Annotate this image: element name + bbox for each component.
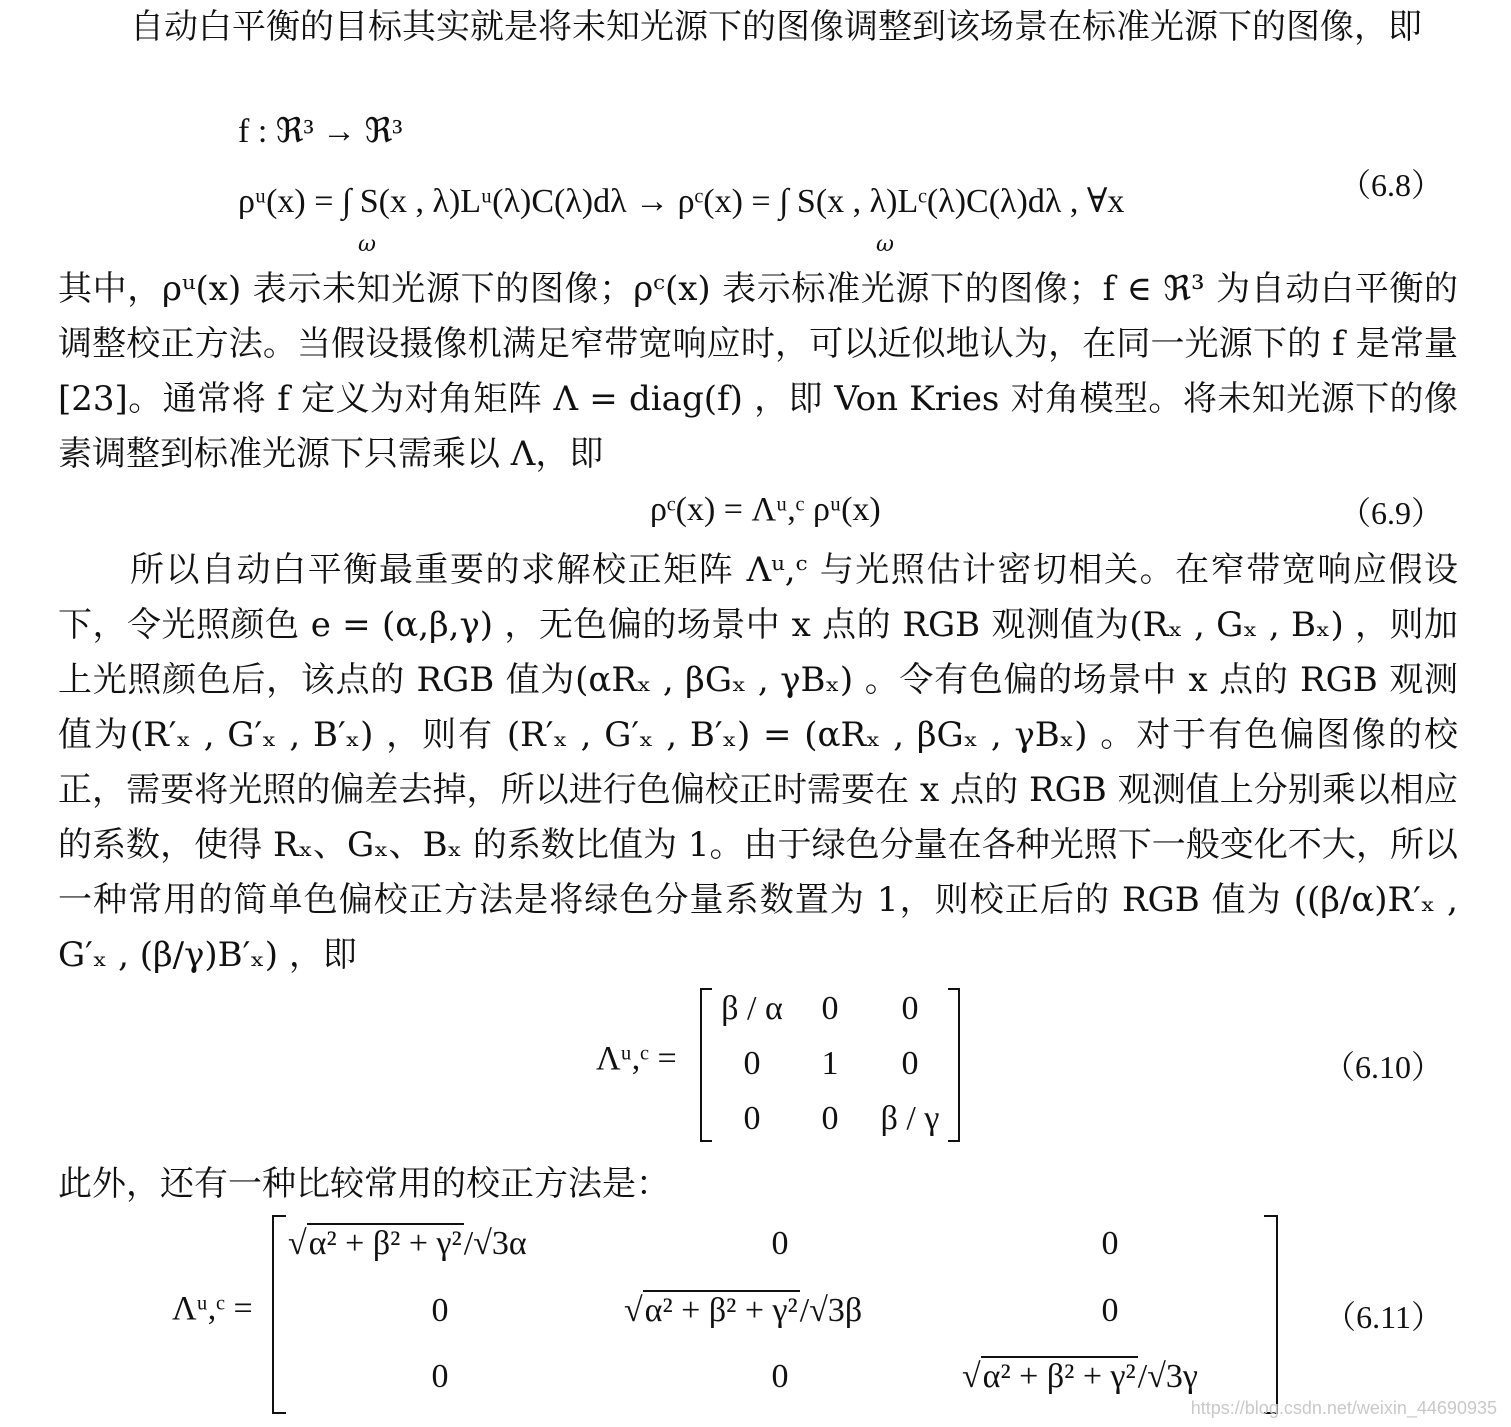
matrix-cell: 0 [1101, 1225, 1119, 1262]
matrix-cell: 0 [821, 990, 839, 1027]
integral-domain-1: ω [358, 232, 376, 257]
paragraph-alternative: 此外，还有一种比较常用的校正方法是： [58, 1164, 670, 1204]
radicand: α² + β² + γ² [982, 1358, 1136, 1395]
paragraph-intro: 自动白平衡的目标其实就是将未知光源下的图像调整到该场景在标准光源下的图像，即 [130, 7, 1422, 47]
equation-6-10-lhs: Λᵘ,ᶜ = [596, 1040, 677, 1077]
matrix-cell: 0 [771, 1225, 789, 1262]
matrix-cell: 0 [1101, 1292, 1119, 1329]
radicand: α² + β² + γ² [644, 1292, 798, 1329]
matrix-cell: 0 [901, 990, 919, 1027]
integral-domain-2: ω [876, 232, 894, 257]
matrix-cell: √α² + β² + γ²/√3β [624, 1292, 863, 1329]
matrix-cell: 1 [821, 1045, 839, 1082]
matrix-cell: √α² + β² + γ²/√3α [288, 1225, 527, 1262]
matrix-cell: 0 [771, 1358, 789, 1395]
radicand: α² + β² + γ² [308, 1225, 462, 1262]
matrix-left-bracket [272, 1215, 286, 1414]
equation-6-8-integral: ρᵘ(x) = ∫ S(x , λ)Lᵘ(λ)C(λ)dλ → ρᶜ(x) = ∫ S(x , λ)Lᶜ(λ)C(λ)dλ , ∀x [238, 183, 1125, 220]
equation-number-6-8: （6.8） [1338, 167, 1443, 203]
equation-6-9: ρᶜ(x) = Λᵘ,ᶜ ρᵘ(x) [650, 491, 881, 528]
equation-number-6-9: （6.9） [1338, 495, 1443, 531]
equation-number-6-10: （6.10） [1322, 1049, 1443, 1085]
matrix-cell: 0 [743, 1045, 761, 1082]
equation-number-6-11: （6.11） [1324, 1299, 1443, 1335]
paragraph-definitions: 其中，ρᵘ(x) 表示未知光源下的图像；ρᶜ(x) 表示标准光源下的图像；f ∈ ℜ³ 为自动白平衡的调整校正方法。当假设摄像机满足窄带宽响应时，可以近似地认为，在同一光源下的 f 是常量[23]。通常将 f 定义为对角矩阵 Λ = diag(f) ，即 Von Kries 对角模型。将未知光源下的像素调整到标准光源下只需乘以 Λ，即 [58, 269, 1458, 474]
paragraph-correction: 所以自动白平衡最重要的求解校正矩阵 Λᵘ,ᶜ 与光照估计密切相关。在窄带宽响应假设下，令光照颜色 e = (α,β,γ) ，无色偏的场景中 x 点的 RGB 观测值为(Rₓ , Gₓ , Bₓ) ，则加上光照颜色后，该点的 RGB 值为(αRₓ , βGₓ , γBₓ) 。令有色偏的场景中 x 点的 RGB 观测值为(R′ₓ , G′ₓ , B′ₓ) ，则有 (R′ₓ , G′ₓ , B′ₓ) = (αRₓ , βGₓ , γBₓ) 。对于有色偏图像的校正，需要将光照的偏差去掉，所以进行色偏校正时需要在 x 点的 RGB 观测值上分别乘以相应的系数，使得 Rₓ、Gₓ、Bₓ 的系数比值为 1。由于绿色分量在各种光照下一般变化不大，所以一种常用的简单色偏校正方法是将绿色分量系数置为 1，则校正后的 RGB 值为 ((β/α)R′ₓ , G′ₓ , (β/γ)B′ₓ) ，即 [58, 550, 1458, 975]
matrix-left-bracket [700, 988, 712, 1142]
matrix-cell: 0 [901, 1045, 919, 1082]
matrix-cell: 0 [821, 1100, 839, 1137]
matrix-cell: β / α [721, 990, 783, 1027]
matrix-right-bracket [1264, 1215, 1278, 1414]
watermark: https://blog.csdn.net/weixin_44690935 [1190, 1398, 1497, 1418]
matrix-cell: √α² + β² + γ²/√3γ [962, 1358, 1198, 1395]
matrix-cell: 0 [743, 1100, 761, 1137]
equation-6-11-lhs: Λᵘ,ᶜ = [172, 1290, 253, 1327]
equation-6-8-mapping: f : ℜ³ → ℜ³ [238, 113, 403, 150]
matrix-cell: β / γ [880, 1100, 940, 1137]
matrix-cell: 0 [431, 1292, 449, 1329]
matrix-cell: 0 [431, 1358, 449, 1395]
